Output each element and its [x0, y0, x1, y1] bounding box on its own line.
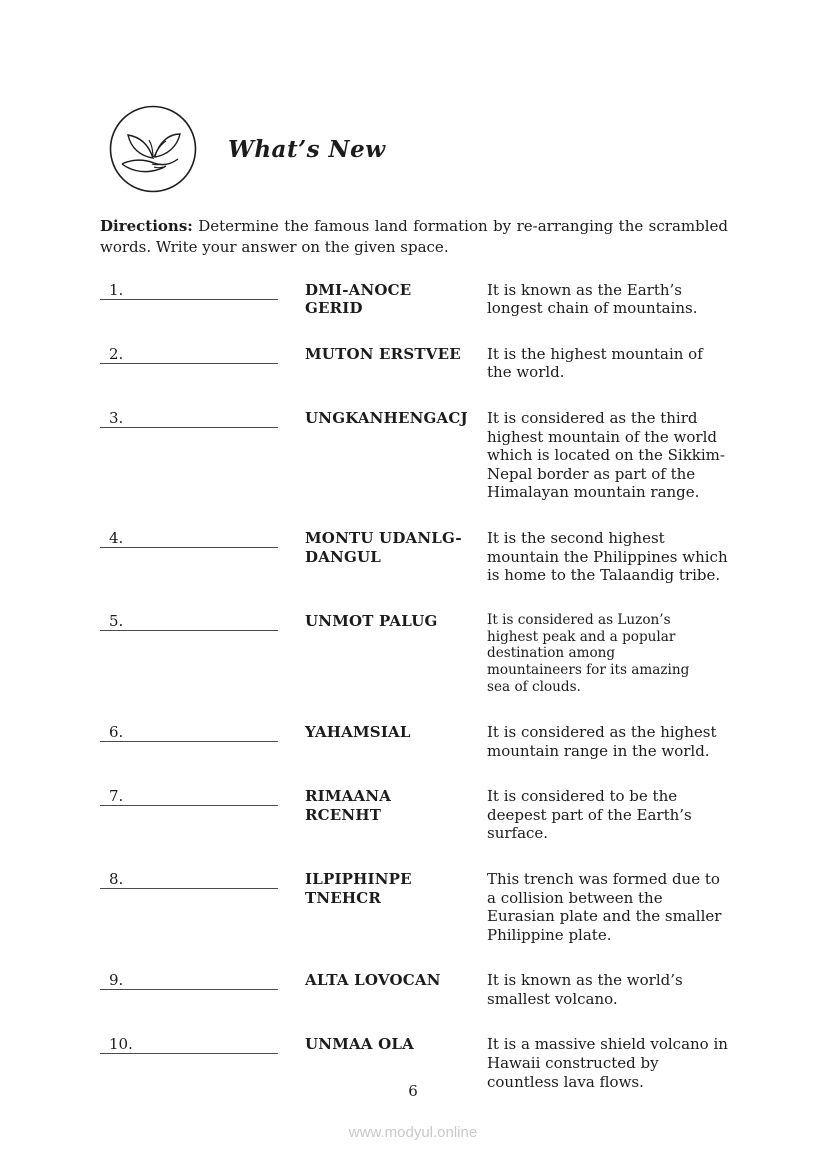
- item-row: [100, 345, 728, 382]
- item-number: 1.: [109, 280, 124, 299]
- scrambled-word: YAHAMSIAL: [305, 722, 411, 741]
- scrambled-word: ALTA LOVOCAN: [305, 971, 441, 990]
- answer-blank: [100, 529, 278, 548]
- item-description: This trench was formed due to a collision between the Eurasian plate and the smaller Philippine plate.: [487, 869, 722, 944]
- scrambled-word: UNGKANHENGACJ: [305, 408, 468, 427]
- page-content: [100, 0, 728, 1118]
- item-number: 7.: [109, 787, 124, 806]
- item-row: [100, 612, 728, 696]
- item-description: It is known as the world’s smallest volcano.: [487, 971, 683, 1008]
- item-row: [100, 723, 728, 760]
- item-number: 8.: [109, 869, 124, 888]
- answer-blank: [100, 1035, 278, 1054]
- answer-blank: [100, 723, 278, 742]
- item-number: 10.: [109, 1035, 133, 1054]
- scrambled-word: ILPIPHINPE TNEHCR: [305, 869, 412, 907]
- scrambled-word: UNMOT PALUG: [305, 611, 438, 630]
- item-description: It is a massive shield volcano in Hawaii constructed by countless lava flows.: [487, 1035, 728, 1091]
- answer-blank: [100, 971, 278, 990]
- directions-text: Determine the famous land formation by re-arranging the scrambled words. Write your answer on the given space.: [100, 217, 728, 257]
- item-number: 6.: [109, 722, 124, 741]
- scrambled-word: MONTU UDANLG-DANGUL: [305, 528, 462, 566]
- item-description: It is considered as the third highest mountain of the world which is located on the Sikkim-Nepal border as part of the Himalayan mountain range.: [487, 408, 725, 502]
- item-row: [100, 281, 728, 318]
- plant-in-hand-icon: [108, 104, 198, 194]
- watermark: www.modyul.online: [348, 1124, 478, 1141]
- item-number: 4.: [109, 528, 124, 547]
- answer-blank: [100, 870, 278, 889]
- section-title: What’s New: [228, 135, 386, 163]
- answer-blank: [100, 612, 278, 631]
- item-number: 5.: [109, 611, 124, 630]
- item-number: 9.: [109, 971, 124, 990]
- answer-blank: [100, 345, 278, 364]
- item-description: It is the highest mountain of the world.: [487, 344, 703, 382]
- answer-blank: [100, 787, 278, 806]
- item-row: [100, 409, 728, 502]
- answer-blank: [100, 409, 278, 428]
- item-description: It is considered as Luzon’s highest peak and a popular destination among mountaineers for its amazing sea of clouds.: [487, 611, 690, 696]
- scrambled-word: MUTON ERSTVEE: [305, 344, 461, 363]
- item-description: It is the second highest mountain the Philippines which is home to the Talaandig tribe.: [487, 528, 728, 585]
- answer-blank: [100, 281, 278, 300]
- item-row: [100, 971, 728, 1008]
- scrambled-word: RIMAANA RCENHT: [305, 787, 392, 824]
- item-row: [100, 787, 728, 843]
- section-header: [108, 104, 728, 194]
- item-row: [100, 529, 728, 585]
- directions-label: Directions:: [100, 217, 193, 235]
- page-number: 6: [408, 1082, 418, 1100]
- item-number: 3.: [109, 408, 124, 427]
- item-row: [100, 870, 728, 944]
- scrambled-word: UNMAA OLA: [305, 1035, 414, 1054]
- item-description: It is considered to be the deepest part of the Earth’s surface.: [487, 787, 692, 843]
- scrambled-word: DMI-ANOCE GERID: [305, 280, 412, 318]
- directions-paragraph: [100, 216, 728, 259]
- items-list: [100, 281, 728, 1092]
- item-number: 2.: [109, 344, 124, 363]
- item-description: It is known as the Earth’s longest chain of mountains.: [487, 280, 698, 318]
- item-description: It is considered as the highest mountain range in the world.: [487, 722, 717, 760]
